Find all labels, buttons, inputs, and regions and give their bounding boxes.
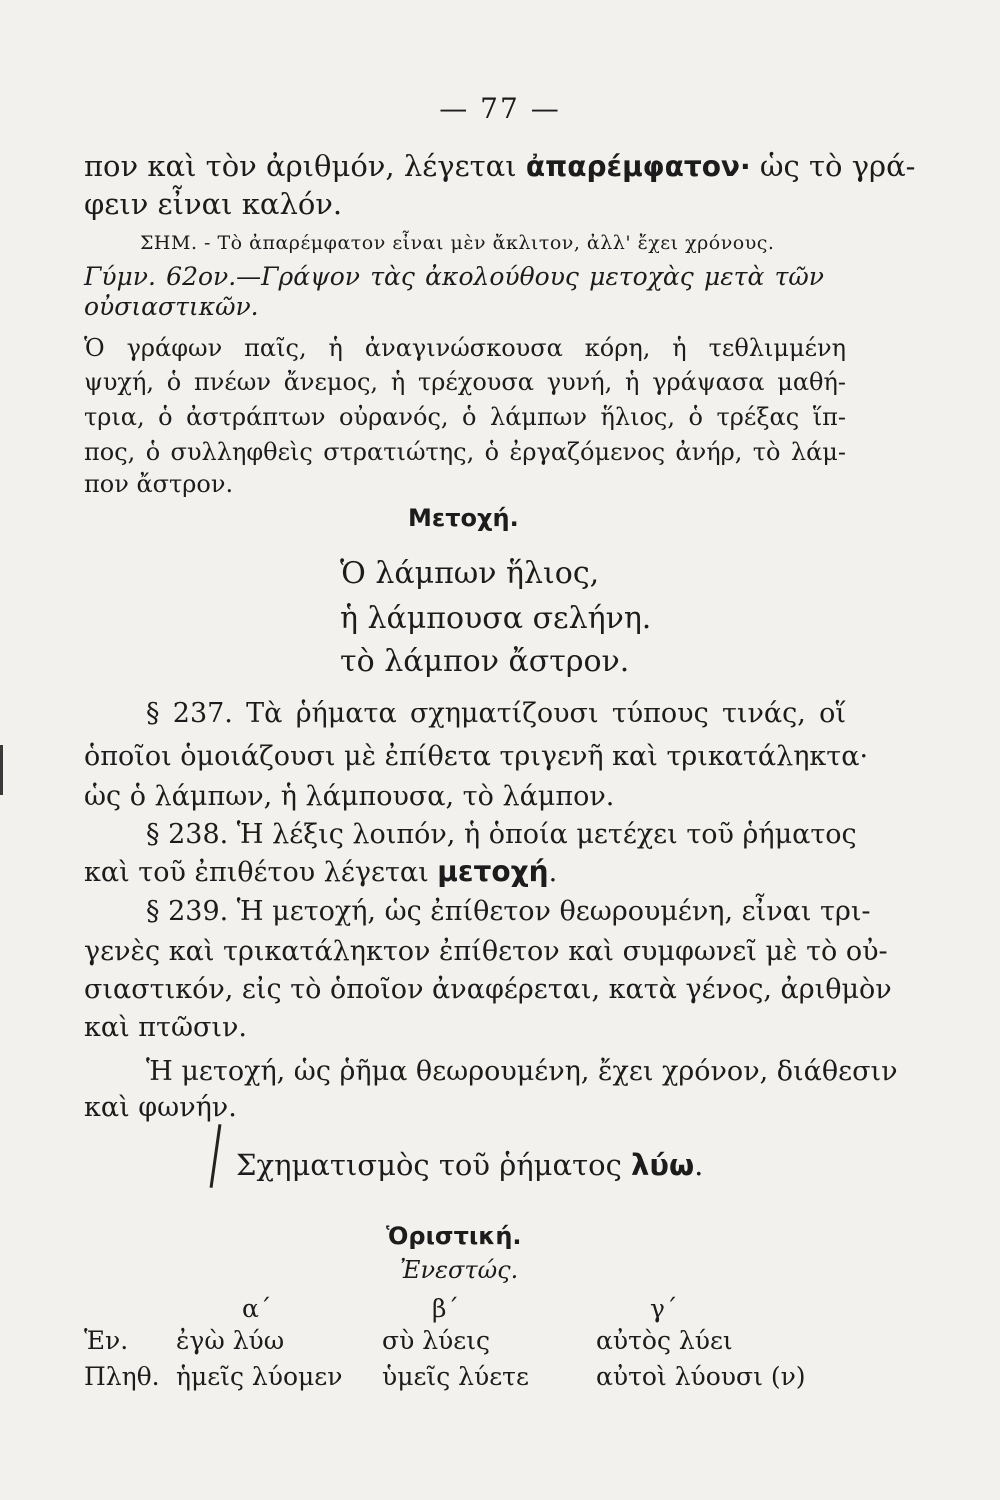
person-1-label: α΄ [242, 1294, 272, 1323]
page-edge-mark [0, 745, 3, 795]
note-text: ΣΗΜ. - Τὸ ἀπαρέμφατον εἶναι μὲν ἄκλιτον, ἀλλ' ἔχει χρόνους. [140, 232, 775, 254]
conj-sg-1: ἐγὼ λύω [176, 1326, 285, 1355]
exercise-line-1: Ὁ γράφων παῖς, ἡ ἀναγινώσκουσα κόρη, ἡ τεθλιμμένη [84, 334, 846, 362]
p238-text-c: . [548, 857, 558, 888]
enestos-heading: Ἐνεστώς. [400, 1256, 519, 1284]
rhema-line-2: καὶ φωνήν. [84, 1092, 237, 1123]
verb-lyo: λύω [631, 1148, 695, 1182]
conj-pl-1: ἡμεῖς λύομεν [176, 1362, 343, 1391]
p237-line-2: ὁποῖοι ὁμοιάζουσι μὲ ἐπίθετα τριγενῆ καὶ τρικατάληκτα· [84, 741, 869, 772]
oristiki-heading: Ὁριστική. [386, 1222, 522, 1250]
intro-text-a: πον καὶ τὸν ἀριθμόν, λέγεται [84, 149, 526, 183]
p239-line-3: σιαστικόν, εἰς τὸ ὁποῖον ἀναφέρεται, κατὰ γένος, ἀριθμὸν [84, 974, 892, 1005]
exercise-title-2: οὐσιαστικῶν. [84, 292, 259, 321]
exercise-line-2: ψυχή, ὁ πνέων ἄνεμος, ἡ τρέχουσα γυνή, ἡ γράψασα μαθή- [84, 368, 846, 396]
metoxi-example-1: Ὁ λάμπων ἥλιος, [340, 556, 600, 591]
term-aparemfaton: ἀπαρέμφατον· [525, 150, 751, 183]
person-3-label: γ΄ [650, 1294, 678, 1323]
p238-line-1: § 238. Ἡ λέξις λοιπόν, ἡ ὁποία μετέχει τοῦ ῥήματος [146, 819, 857, 850]
schematismos-prefix: Σχηματισμὸς τοῦ ῥήματος [236, 1148, 632, 1182]
conj-pl-2: ὑμεῖς λύετε [382, 1362, 529, 1391]
person-2-label: β΄ [432, 1294, 459, 1323]
conj-sg-2: σὺ λύεις [382, 1326, 491, 1355]
metoxi-example-2: ἡ λάμπουσα σελήνη. [340, 601, 652, 636]
p239-line-4: καὶ πτῶσιν. [84, 1012, 247, 1043]
exercise-line-5: πον ἄστρον. [84, 470, 234, 498]
schematismos-heading [236, 1148, 703, 1182]
p238-line-2 [84, 855, 557, 890]
p238-text-a: καὶ τοῦ ἐπιθέτου λέγεται [84, 857, 438, 888]
p237-line-1: § 237. Τὰ ῥήματα σχηματίζουσι τύπους τινάς, οἵ [146, 698, 846, 729]
schematismos-suffix: . [694, 1148, 704, 1182]
handwritten-mark [210, 1124, 222, 1188]
exercise-title: Γύμν. 62ον.—Γράψον τὰς ἀκολούθους μετοχὰς μετὰ τῶν [84, 262, 824, 291]
rhema-line-1: Ἡ μετοχή, ὡς ῥῆμα θεωρουμένη, ἔχει χρόνον, διάθεσιν [146, 1056, 898, 1087]
term-metoxi: μετοχή [437, 855, 549, 888]
intro-line-2: φειν εἶναι καλόν. [84, 187, 343, 221]
intro-text-c: ὡς τὸ γρά- [750, 149, 916, 183]
metoxi-example-3: τὸ λάμπον ἄστρον. [340, 644, 630, 679]
p237-line-3: ὡς ὁ λάμπων, ἡ λάμπουσα, τὸ λάμπον. [84, 781, 615, 812]
p239-line-1: § 239. Ἡ μετοχή, ὡς ἐπίθετον θεωρουμένη, εἶναι τρι- [146, 896, 871, 927]
metoxi-heading: Μετοχή. [408, 504, 519, 532]
conj-sg-3: αὐτὸς λύει [596, 1326, 733, 1355]
page-number: — 77 — [439, 92, 561, 125]
exercise-line-4: πος, ὁ συλληφθεὶς στρατιώτης, ὁ ἐργαζόμενος ἀνήρ, τὸ λάμ- [84, 438, 846, 466]
exercise-line-3: τρια, ὁ ἀστράπτων οὐρανός, ὁ λάμπων ἥλιος, ὁ τρέξας ἵπ- [84, 403, 846, 431]
intro-line-1 [84, 148, 915, 185]
row-label-plural: Πληθ. [84, 1362, 160, 1391]
row-label-singular: Ἑν. [84, 1326, 129, 1355]
p239-line-2: γενὲς καὶ τρικατάληκτον ἐπίθετον καὶ συμφωνεῖ μὲ τὸ οὐ- [84, 936, 888, 967]
conj-pl-3: αὐτοὶ λύουσι (ν) [596, 1362, 806, 1391]
